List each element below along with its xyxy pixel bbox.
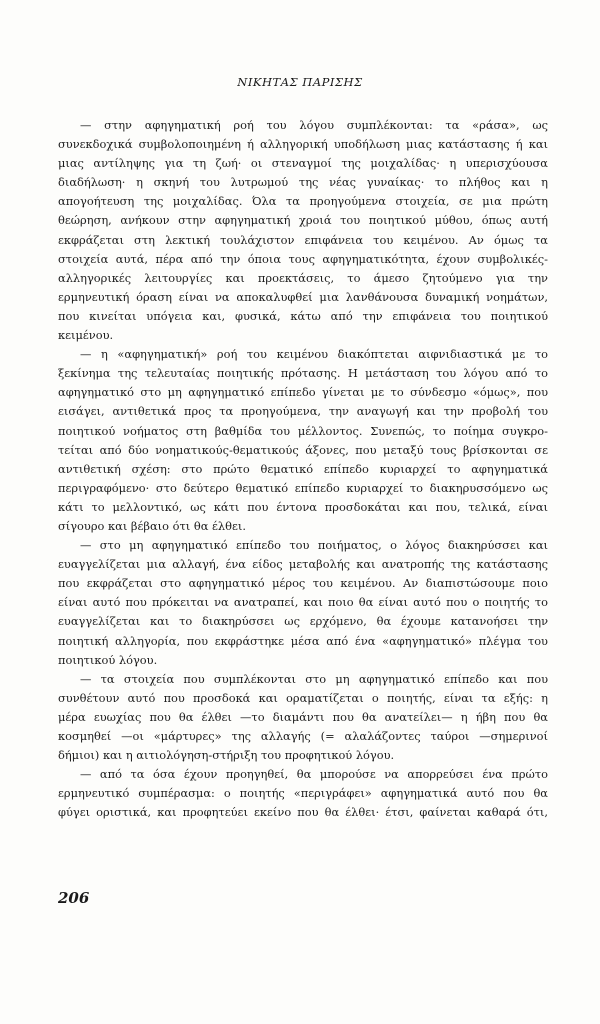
text-line: αντιθετική σχέση: στο πρώτο θεματικό επίπεδο κυριαρχεί το αφηγηματικά: [58, 461, 548, 476]
text-line: φύγει οριστικά, και προφητεύει εκείνο που θα έλθει· έτσι, φαίνεται καθαρά ότι,: [58, 805, 548, 820]
text-line: συνεκδοχικά συμβολοποιημένη ή αλληγορική υποδήλωση μιας κατάστασης ή και: [58, 137, 548, 152]
text-line: ερμηνευτικό συμπέρασμα: ο ποιητής «περιγράφει» αφηγηματικά αυτό που θα: [58, 786, 548, 801]
text-line: δήμιοι) και η αιτιολόγηση-στήριξη του προφητικού λόγου.: [58, 748, 395, 763]
running-head: ΝΙΚΗΤΑΣ ΠΑΡΙΣΗΣ: [237, 75, 363, 89]
text-line: ευαγγελίζεται και το διακηρύσσει ως ερχόμενο, θα έχουμε κατανοήσει την: [58, 614, 548, 629]
text-line: περιγραφόμενο· στο δεύτερο θεματικό επίπεδο κυριαρχεί το διακηρυσσόμενο ως: [58, 480, 548, 495]
text-line: — στην αφηγηματική ροή του λόγου συμπλέκονται: τα «ράσα», ως: [80, 118, 548, 132]
text-line: απογοήτευση της μοιχαλίδας. Όλα τα προηγούμενα στοιχεία, σε μια πρώτη: [58, 194, 548, 209]
body-text: [58, 116, 548, 822]
text-line: κοσμηθεί —οι «μάρτυρες» της αλλαγής (= αλαλάζοντες ταύροι —σημερινοί: [58, 729, 548, 743]
text-line: που κινείται υπόγεια και, φυσικά, κάτω από την επιφάνεια του ποιητικού: [58, 308, 548, 323]
text-line: — στο μη αφηγηματικό επίπεδο του ποιήματος, ο λόγος διακηρύσσει και: [80, 538, 548, 553]
text-line: ποιητικού λόγου.: [58, 652, 158, 667]
text-line: στοιχεία αυτά, πέρα από την όποια τους αφηγηματικότητα, έχουν συμβολικές-: [58, 251, 548, 266]
paragraph: [58, 345, 548, 536]
paragraph: [58, 116, 548, 345]
text-line: θεώρηση, ανήκουν στην αφηγηματική χροιά του ποιητικού μύθου, όπως αυτή: [58, 213, 548, 228]
text-line: μιας αντίληψης για τη ζωή· οι στεναγμοί της μοιχαλίδας· η υπερισχύουσα: [58, 156, 548, 171]
text-line: κάτι το μελλοντικό, ως κάτι που έντονα προσδοκάται και που, τελικά, είναι: [58, 499, 548, 514]
text-line: αλληγορικές λειτουργίες και προεκτάσεις, το άμεσο ζητούμενο για την: [58, 270, 548, 285]
text-line: — η «αφηγηματική» ροή του κειμένου διακόπτεται αιφνιδιαστικά με το: [80, 347, 548, 362]
text-line: ποιητική αλληγορία, που εκφράστηκε μέσα από ένα «αφηγηματικό» πλέγμα του: [58, 633, 548, 648]
text-line: — τα στοιχεία που συμπλέκονται στο μη αφηγηματικό επίπεδο και που: [80, 671, 548, 686]
text-line: ξεκίνημα της τελευταίας ποιητικής πρότασης. Η μετάσταση του λόγου από το: [58, 366, 548, 381]
paragraph: [58, 670, 548, 765]
text-line: διαδήλωση· η σκηνή του λυτρωμού της νέας γυναίκας· το πλήθος και η: [58, 175, 548, 190]
paragraph: [58, 765, 548, 822]
text-line: κειμένου.: [58, 328, 114, 343]
paragraph: [58, 536, 548, 670]
text-line: ποιητικού νοήματος στη βαθμίδα του μέλλοντος. Συνεπώς, το ποίημα συγκρο-: [58, 423, 548, 438]
text-line: συνθέτουν αυτό που προσδοκά και οραματίζεται ο ποιητής, είναι τα εξής: η: [58, 690, 548, 705]
text-line: εισάγει, αντιθετικά προς τα προηγούμενα, την αναγωγή και την προβολή του: [58, 404, 548, 419]
text-line: αφηγηματικό στο μη αφηγηματικό επίπεδο γίνεται με το σύνδεσμο «όμως», που: [58, 385, 548, 400]
text-line: που εκφράζεται στο αφηγηματικό μέρος του κειμένου. Αν διαπιστώσουμε ποιο: [58, 576, 548, 591]
text-line: τείται από δύο νοηματικούς-θεματικούς άξονες, που μεταξύ τους βρίσκονται σε: [58, 442, 548, 457]
text-line: σίγουρο και βέβαιο ότι θα έλθει.: [58, 518, 246, 533]
text-line: μέρα ευωχίας που θα έλθει —το διαμάντι που θα ανατείλει— η ήβη που θα: [58, 709, 548, 724]
page-number: 206: [58, 889, 90, 907]
text-line: ερμηνευτική όραση είναι να αποκαλυφθεί μια λανθάνουσα δυναμική νοημάτων,: [58, 289, 548, 304]
text-line: — από τα όσα έχουν προηγηθεί, θα μπορούσε να απορρεύσει ένα πρώτο: [80, 767, 548, 782]
text-line: εκφράζεται στη λεκτική τουλάχιστον επιφάνεια του κειμένου. Αν όμως τα: [58, 232, 548, 247]
text-line: ευαγγελίζεται μια αλλαγή, ένα είδος μεταβολής και ανατροπής της κατάστασης: [58, 557, 548, 572]
text-line: είναι αυτό που πρόκειται να ανατραπεί, και ποιο θα είναι αυτό που ο ποιητής το: [58, 595, 548, 610]
